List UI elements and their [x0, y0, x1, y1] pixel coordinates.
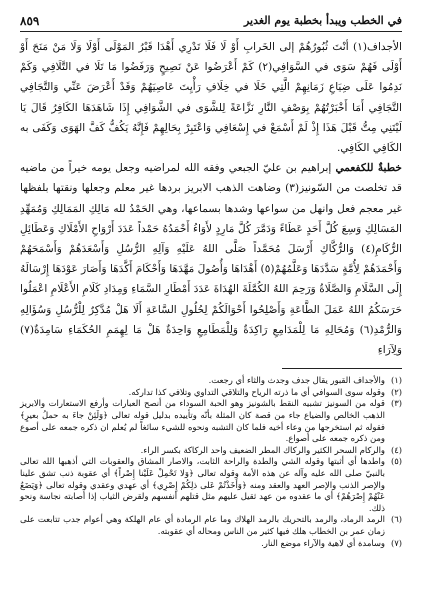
- footnote-text: وسامدة أي لاهية والآراء موضع النار.: [261, 537, 385, 548]
- page-number: ٨٥٩: [20, 14, 40, 28]
- running-title: في الخطب ويبدأ بخطبة يوم الغدير: [243, 14, 402, 27]
- footnote: [20, 514, 402, 537]
- footnote: [20, 398, 402, 444]
- footnote-number: (١): [390, 375, 402, 386]
- footnote: [20, 456, 402, 514]
- footnote-number: (٥): [390, 456, 402, 467]
- footnote-number: (٣): [390, 398, 402, 409]
- page-header: [20, 14, 402, 32]
- footnote-text: وقوله سوى السوافي أي ما ذرته الرياح والتلاقي التداوي وتلافي كذا تداركه.: [128, 386, 385, 397]
- main-text: [20, 37, 402, 360]
- paragraph: الأجداف(١) أنْتَ ثُبُورُهُمْ إلى الخَرابِ أَوْ لَا فَلَا تَدْرِي أَهْدَا قَبْرُ المَوْلَى أَوْلَا وَلَا مَنْ مَنَحَ أَوْ أَوْلَى فَهُمْ سَوَى في السَّوَافِي(٢) كَمْ أَعْرَضُوا عَنْ نَصِيحٍ وَرَفَضُوا مَا تَلَا في التَّلَافِي وَكَمْ نَدِمُوا عَلَى ضِيَاعِ زَمَانِهِمْ الَّتِي خَلَا في خِلَافِ رَأْيِتَ عَاصِيَهُمْ وَقَدْ أَعْرَضَ عَنِّي وَالتَّجَافِي التَّجَافِي أَمَا أَخْبَرْتُهُمْ بِوَصْفِ النَّارِ نَزَّاعَةً لِلشَّوَى في الشَّوَافِي إِذَا شَاهَدَهَا الكَافِرُ قَالَ يَا لَيْتَنِي مِتُّ قَبْلَ هَذَا إِذْ لَمْ أَسْمَعْ في إِسْعَافِي وَاعْتَبِرْ بِحَالِهِمْ فَإِنَّهُ يَكُفُّ كَفَّ الهَوَى وَكَفَى به الكَافِي الكَافِي.: [20, 41, 402, 155]
- footnote: [20, 375, 402, 387]
- footnote-text: والركام السحر الكثير والركاك المطر الضعيف واحد الركاكة بكسر الراء.: [140, 444, 385, 455]
- footnote-divider: [282, 368, 402, 369]
- footnote-text: الرمد الرماد، والرمد بالتحريك بالرمد الهلاك وما عام الرمادة أي عام الهلكة وهي أعوام جدب تتابعت على زمان عمر بن الخطاب هلك فيها كثير من الناس ومحاله أي عقوبته.: [20, 514, 385, 536]
- footnote: [20, 387, 402, 399]
- footnote-text: والأجداف القبور يقال جدف وجدث والثاء أي رجعت.: [208, 375, 385, 386]
- footnote-text: قوله من السونيز تشبيه النقط بالشونيز وهو الحبة السوداء من أنصح العبارات وأرفع الاستعارات والابريز الذهب الخالص والضياع جاء من قصة كان المثلة بأنّه وتأييده بدليل قوله تعالى ﴿وَلَئِنْ جاءَ به حملُ بعيرٍ﴾ فقوله ثم استخرجها من وعاء أخيه فلما كان التشبه ونحوه للشيء سائغاً لم يُعلم ان ذكره جمعه على أصوع ومن ذكره جمعه على أصواع.: [20, 398, 385, 444]
- footnote-number: (٢): [390, 386, 402, 397]
- paragraph-text: إبراهيم بن عليّ الجبعي وفقه الله لمراضيه وجعل يومه خيراً من ماضيه قد تخلصت من السّونيز(٣) وضاهت الذهب الابريز بردها غير معلم وجعلها ونقتها بلفظها غير معجم فعل وانهل من سواعها وشدها بسماعها، وهي الحَمْدُ لله مَالِكِ المَمَالِكِ وَمُمَهِّدِ المَسَالِكِ وَسِعَ كُلَّ أَحَدٍ عَطَاءً وَدَمَّرَ كُلَّ مَارِدٍ لأَوَاءُ أَحْمَدُهُ حَمْداً عَدَدَ أَرْوَاحِ الأَمْلَاكِ وَعَطَائِلِ الرُّكَامِ(٤) وَالرُّكَّاكِ أَرْسَلَ مُحَمَّداً صَلَّى اللهُ عَلَيْهِ وَآلِهِ الرُّسُلِ وَأَسْعَدَهُمْ وَأَسْمَحَهُمْ وَأَحْمَدَهُمْ لِأُمَّةٍ سَدَّدَهَا وَعَلَّمُهُمْ(٥) أَهْدَاهَا وَأُصُولَ مَهَّدَهَا وَأَحْكَامَ أَكَّدَهَا وَأَصَارَ عَوْدَهَا إِرْسَالَهُ إِلَى السَّلَامِ وَالصَّلَاةُ وَرَحِمَ اللهُ الكُمَّلَةَ الهُدَاةَ عَدَدَ أَمْطَارِ السَّمَاءِ وَمِدَادِ كَلَامِ الأَعْلَامِ اعْمَلُوا حَرَسَكُمُ اللهُ عَمَلَ الطَّاعَةِ وَأَصْلِحُوا أَحْوَالَكُمْ لِحُلُولِ السَّاعَةِ أَلَا هَلْ مُدَّكِرٌ لِلْرُّسُلِ وَسُؤَالِهِ وَالرُّمْدِ(٦) وَمُحَالِهِ مَا لِلْمَدَامِعِ رَاكِدَةٌ وَلِلْمَطَامِعِ وَاحِدَةٌ هَلْ مَا لِهِمَمِ الحُكَمَاءِ سَامِدَةٌ(٧) وَلِآرَاءِ: [20, 162, 402, 357]
- footnote-text: واطدها أي أثبتها وقوله الشي والطدة والراحة الثابت، والاصار المشاق والعقوبات التي أذهبها الله تعالى بالنبيّ صلى الله عليه وآله عن هذه الأمة وقوله تعالى ﴿وَلا تَحْمِلْ عَلَيْنا إِصْراً﴾ أي عقوبة ذنب تشق علينا والإصر الذنب والإصر العهد والعقد ومنه ﴿وَأَخَذْتُمْ عَلى ذلِكُمْ إِصْرِي﴾ أي عهدي وعقدي وقوله تعالى ﴿وَيَضَعُ عَنْهُمْ إِصْرَهُمْ﴾ أي ما عقدوه من عهد ثقيل عليهم مثل قتلهم أنفسهم ولقرض الثياب إذا أصابته نجاسة ونحو ذلك.: [20, 456, 385, 513]
- footnote-number: (٦): [390, 514, 402, 525]
- section-heading: خطبةٌ للكفعمي: [335, 162, 402, 175]
- footnote: [20, 538, 402, 550]
- paragraph: [20, 158, 402, 360]
- footnote-number: (٤): [390, 444, 402, 455]
- footnote-number: (٧): [390, 537, 402, 548]
- footnotes: [20, 375, 402, 549]
- footnote: [20, 445, 402, 457]
